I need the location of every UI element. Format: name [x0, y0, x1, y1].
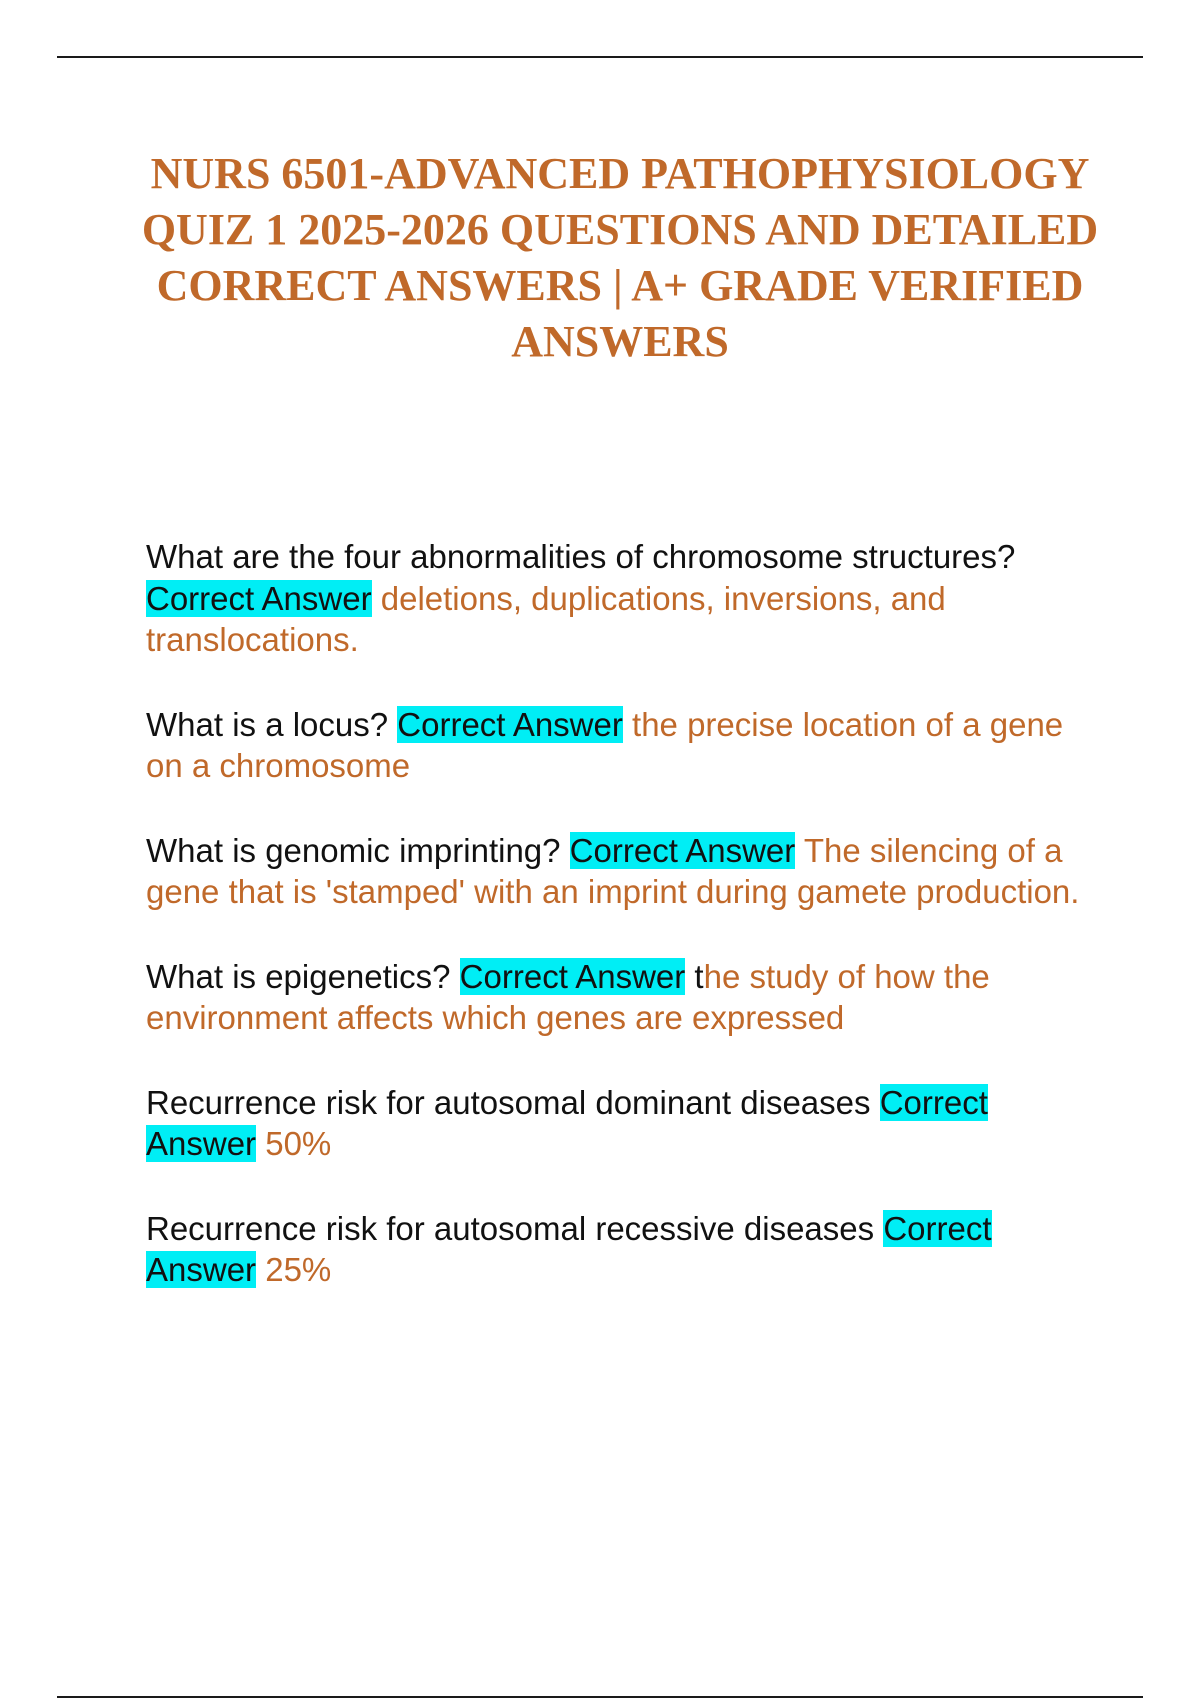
correct-answer-marker: Correct Answer	[146, 1083, 988, 1162]
question-text: What is genomic imprinting?	[146, 831, 561, 869]
answer-text: The silencing of a gene that is 'stamped' with an imprint during gamete production.	[146, 831, 1080, 910]
question-text: Recurrence risk for autosomal recessive diseases	[146, 1209, 875, 1247]
answer-text: he study of how the environment affects which genes are expressed	[146, 957, 990, 1036]
question-text: What is a locus?	[146, 705, 389, 743]
qa-list	[146, 536, 1091, 1334]
correct-answer-marker: Correct Answer	[146, 579, 372, 617]
correct-answer-marker: Correct Answer	[146, 1209, 992, 1288]
question-text: Recurrence risk for autosomal dominant diseases	[146, 1083, 871, 1121]
document-title: NURS 6501-ADVANCED PATHOPHYSIOLOGY QUIZ 1 2025-2026 QUESTIONS AND DETAILED CORRECT ANSWERS | A+ GRADE VERIFIED ANSWERS	[141, 149, 1099, 366]
question-text: What are the four abnormalities of chromosome structures?	[146, 538, 1016, 575]
answer-text: deletions, duplications, inversions, and translocations.	[146, 579, 946, 658]
qa-item	[146, 1082, 1091, 1165]
qa-item	[146, 830, 1091, 913]
qa-item	[146, 704, 1091, 787]
top-divider	[57, 56, 1143, 58]
answer-text: 25%	[265, 1251, 332, 1288]
qa-item	[146, 956, 1091, 1039]
qa-item	[146, 1208, 1091, 1291]
question-text: What is epigenetics?	[146, 957, 451, 995]
correct-answer-marker: Correct Answer	[459, 957, 686, 995]
correct-answer-marker: Correct Answer	[569, 831, 796, 869]
bottom-divider	[57, 1696, 1143, 1698]
answer-text: the precise location of a gene on a chromosome	[146, 705, 1064, 784]
correct-answer-marker: Correct Answer	[397, 705, 623, 743]
answer-text: 50%	[265, 1125, 332, 1162]
qa-item	[146, 536, 1091, 661]
answer-lead-text: t	[694, 957, 704, 995]
